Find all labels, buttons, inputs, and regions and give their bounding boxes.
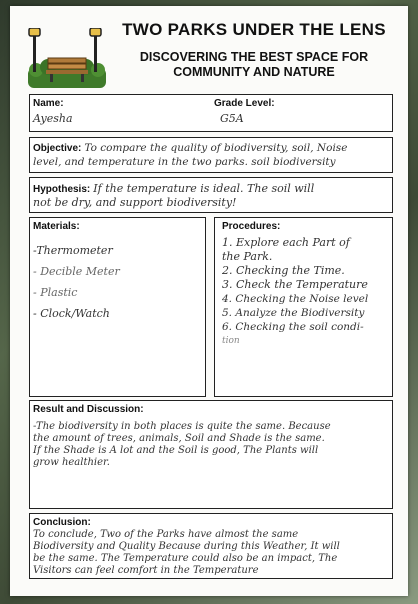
subtitle-line-2: COMMUNITY AND NATURE xyxy=(173,65,335,79)
page-subtitle xyxy=(104,50,404,80)
subtitle-line-1: DISCOVERING THE BEST SPACE FOR xyxy=(139,50,369,64)
procedures-box xyxy=(214,217,393,397)
grade-level-label: Grade Level: xyxy=(214,98,275,109)
worksheet-page xyxy=(10,6,408,596)
name-value: Ayesha xyxy=(33,112,73,125)
procedures-item: 6. Checking the soil condi- xyxy=(222,321,364,333)
conclusion-line: Visitors can feel comfort in the Temperature xyxy=(33,565,259,576)
conclusion-line: To conclude, Two of the Parks have almost the same xyxy=(33,529,299,540)
objective-label: Objective: xyxy=(33,143,82,154)
materials-item: - Decible Meter xyxy=(33,265,120,278)
conclusion-box xyxy=(29,513,393,579)
result-discussion-text xyxy=(33,421,389,469)
procedures-item: the Park. xyxy=(222,250,273,263)
procedures-item: 1. Explore each Part of xyxy=(222,236,350,249)
materials-item: - Plastic xyxy=(33,286,78,299)
result-line: -The biodiversity in both places is quite the same. Because xyxy=(33,421,331,432)
procedures-item: tion xyxy=(222,336,240,346)
park-bench-logo xyxy=(28,28,106,92)
conclusion-line: be the same. The Temperature could also be an impact, The xyxy=(33,553,338,564)
result-line: the amount of trees, animals, Soil and Shade is the same. xyxy=(33,433,325,444)
objective-line-1: To compare the quality of biodiversity, soil, Noise xyxy=(84,142,348,154)
result-line: If the Shade is A lot and the Soil is good, The Plants will xyxy=(33,445,319,456)
result-line: grow healthier. xyxy=(33,457,110,468)
procedures-item: 5. Analyze the Biodiversity xyxy=(222,307,365,319)
objective-box xyxy=(29,137,393,173)
hypothesis-line-2: not be dry, and support biodiversity! xyxy=(33,196,237,209)
procedures-item: 3. Check the Temperature xyxy=(222,278,368,291)
hypothesis-label: Hypothesis: xyxy=(33,184,91,195)
name-grade-box xyxy=(29,94,393,132)
page-title: TWO PARKS UNDER THE LENS xyxy=(122,20,386,39)
materials-label: Materials: xyxy=(33,221,80,232)
result-discussion-label: Result and Discussion: xyxy=(33,404,144,415)
grade-level-value: G5A xyxy=(220,112,244,125)
conclusion-line: Biodiversity and Quality Because during this Weather, It will xyxy=(33,541,340,552)
procedures-item: 2. Checking the Time. xyxy=(222,264,345,277)
materials-item: -Thermometer xyxy=(33,244,113,257)
conclusion-label: Conclusion: xyxy=(33,517,91,528)
conclusion-text xyxy=(33,529,389,577)
name-label: Name: xyxy=(33,98,64,109)
materials-box xyxy=(29,217,206,397)
procedures-label: Procedures: xyxy=(222,221,281,232)
hypothesis-line-1: If the temperature is ideal. The soil will xyxy=(93,182,315,195)
hypothesis-box xyxy=(29,177,393,213)
materials-list xyxy=(33,244,120,321)
procedures-item: 4. Checking the Noise level xyxy=(222,293,369,305)
result-discussion-box xyxy=(29,400,393,509)
objective-line-2: level, and temperature in the two parks. soil biodiversity xyxy=(33,156,336,168)
materials-item: - Clock/Watch xyxy=(33,307,110,320)
procedures-list xyxy=(222,236,368,348)
